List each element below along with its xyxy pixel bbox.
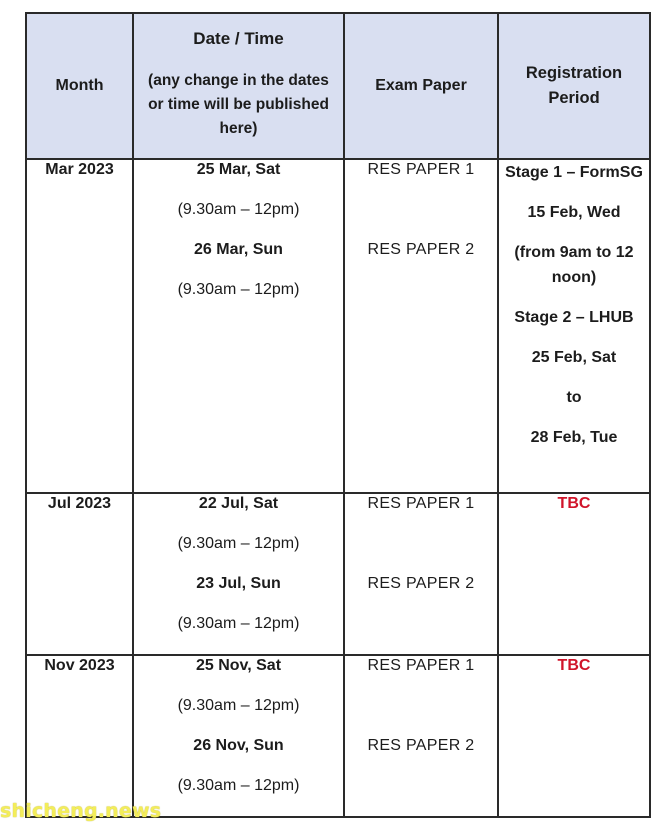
exam-time: (9.30am – 12pm) bbox=[177, 281, 300, 298]
exam-time: (9.30am – 12pm) bbox=[177, 697, 300, 714]
registration-stage1-date: 15 Feb, Wed bbox=[527, 204, 621, 221]
registration-stage2-to: to bbox=[566, 389, 582, 406]
registration-status-tbc: TBC bbox=[557, 657, 591, 674]
header-row bbox=[26, 13, 650, 159]
header-exam-paper: Exam Paper bbox=[344, 13, 498, 159]
exam-day: 23 Jul, Sun bbox=[196, 575, 281, 592]
registration-stage1-time: (from 9am to 12 noon) bbox=[514, 244, 634, 286]
exam-day: 25 Nov, Sat bbox=[195, 657, 282, 674]
header-month: Month bbox=[26, 13, 133, 159]
exam-paper-cell bbox=[344, 655, 498, 817]
table-row bbox=[26, 159, 650, 493]
exam-paper-cell bbox=[344, 493, 498, 655]
registration-cell bbox=[498, 655, 650, 817]
registration-stage2-title: Stage 2 – LHUB bbox=[514, 309, 634, 326]
registration-stage2-start: 25 Feb, Sat bbox=[531, 349, 617, 366]
exam-day: 25 Mar, Sat bbox=[196, 161, 281, 178]
exam-time: (9.30am – 12pm) bbox=[177, 615, 300, 632]
month-cell: Jul 2023 bbox=[26, 493, 133, 655]
table-row bbox=[26, 493, 650, 655]
exam-day: 26 Mar, Sun bbox=[194, 241, 283, 258]
month-cell: Mar 2023 bbox=[26, 159, 133, 493]
date-time-cell bbox=[133, 159, 344, 493]
exam-paper: RES PAPER 1 bbox=[367, 161, 475, 178]
exam-day: 22 Jul, Sat bbox=[198, 495, 279, 512]
exam-day: 26 Nov, Sun bbox=[193, 737, 284, 754]
exam-paper: RES PAPER 2 bbox=[367, 241, 475, 258]
date-time-cell bbox=[133, 655, 344, 817]
exam-paper: RES PAPER 1 bbox=[367, 495, 475, 512]
exam-time: (9.30am – 12pm) bbox=[177, 535, 300, 552]
registration-status-tbc: TBC bbox=[557, 495, 591, 512]
exam-paper: RES PAPER 2 bbox=[367, 575, 475, 592]
exam-schedule-table bbox=[25, 12, 651, 818]
table-row bbox=[26, 655, 650, 817]
exam-paper-cell bbox=[344, 159, 498, 493]
registration-stage1-title: Stage 1 – FormSG bbox=[505, 164, 643, 181]
date-time-cell bbox=[133, 493, 344, 655]
month-cell: Nov 2023 bbox=[26, 655, 133, 817]
exam-paper: RES PAPER 2 bbox=[367, 737, 475, 754]
header-date-time-title: Date / Time bbox=[193, 29, 284, 48]
exam-time: (9.30am – 12pm) bbox=[177, 777, 300, 794]
header-date-time bbox=[133, 13, 344, 159]
header-registration-period: Registration Period bbox=[498, 13, 650, 159]
registration-stage2-end: 28 Feb, Tue bbox=[530, 429, 618, 446]
registration-cell bbox=[498, 159, 650, 493]
watermark-text: shicheng.news bbox=[0, 800, 162, 822]
registration-cell bbox=[498, 493, 650, 655]
header-date-time-note: (any change in the dates or time will be published here) bbox=[148, 72, 329, 137]
exam-paper: RES PAPER 1 bbox=[367, 657, 475, 674]
exam-time: (9.30am – 12pm) bbox=[177, 201, 300, 218]
